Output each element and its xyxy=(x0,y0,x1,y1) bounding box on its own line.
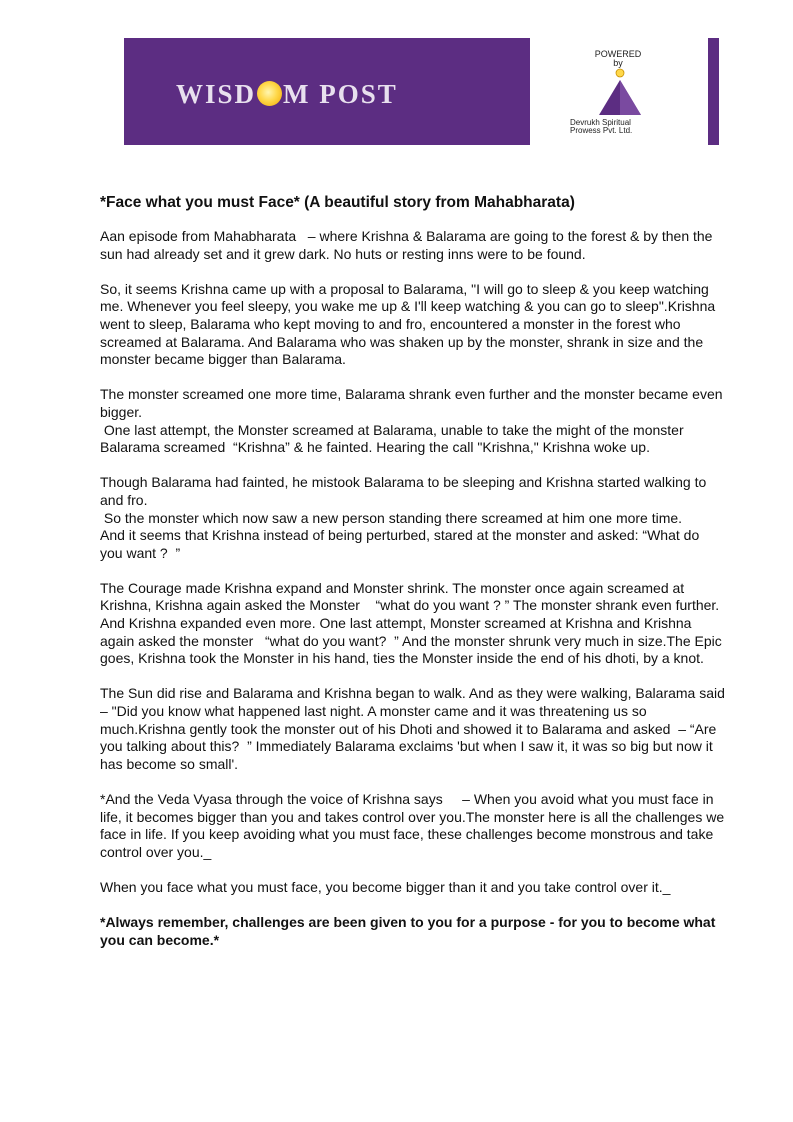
header-accent-bar xyxy=(708,38,719,145)
company-name xyxy=(570,119,670,135)
wisdom-post-logo xyxy=(176,74,398,114)
paragraph: Though Balarama had fainted, he mistook Balarama to be sleeping and Krishna started walking to and fro. So the monster which now saw a new person standing there screamed at him one more time. And it seems that Krishna instead of being perturbed, stared at the monster and asked: “What do you want ? ” xyxy=(100,474,707,561)
by-line: by xyxy=(613,58,623,68)
paragraph: When you face what you must face, you become bigger than it and you take control over it._ xyxy=(100,878,671,895)
powered-line: POWERED xyxy=(594,49,642,59)
pyramid-logo-icon xyxy=(595,68,645,118)
article-title: *Face what you must Face* (A beautiful story from Mahabharata) xyxy=(100,194,575,211)
paragraph: So, it seems Krishna came up with a proposal to Balarama, "I will go to sleep & you keep watching me. Whenever you feel sleepy, you wake me up & I'll keep watching & you can go to sleep".Krishna went to sleep, Balarama who kept moving to and fro, encountered a monster in the forest who screamed at Balarama. And Balarama who was shaken up by the monster, shrank in size and the monster became bigger than Balarama. xyxy=(100,280,720,368)
paragraph: The Sun did rise and Balarama and Krishna began to walk. And as they were walking, Balarama said – "Did you know what happened last night. A monster came and it was threatening us so much.Krishna gently took the monster out of his Dhoti and showed it to Balarama and asked – “Are you talking about this? ” Immediately Balarama exclaims 'but when I saw it, it was so big but now it has become so small'. xyxy=(100,685,733,772)
sun-icon xyxy=(257,81,282,106)
logo-text-left: WISD xyxy=(176,78,257,109)
logo-text-right: M POST xyxy=(283,78,398,109)
company-line: Devrukh Spiritual xyxy=(570,118,631,127)
paragraph: *And the Veda Vyasa through the voice of Krishna says – When you avoid what you must face in life, it becomes bigger than you and takes control over you.The monster here is all the challenges we face in life. If you keep avoiding what you must face, these challenges become monstrous and take control over you._ xyxy=(100,791,729,860)
company-line: Prowess Pvt. Ltd. xyxy=(570,126,633,135)
article-body xyxy=(100,228,733,967)
paragraph: The Courage made Krishna expand and Monster shrink. The monster once again screamed at Krishna, Krishna again asked the Monster “what do you want ? ” The monster shrank even further. And Krishna expanded even more. One last attempt, Monster screamed at Krishna and Krishna again asked the monster “what do you want? ” And the monster shrunk very much in size.The Epic goes, Krishna took the Monster in his hand, ties the Monster inside the end of his dhoti, by a knot. xyxy=(100,579,726,667)
paragraph: The monster screamed one more time, Balarama shrank even further and the monster became even bigger. One last attempt, the Monster screamed at Balarama, unable to take the might of the monster Balarama screamed “Krishna” & he fainted. Hearing the call "Krishna," Krishna woke up. xyxy=(100,386,723,456)
closing-quote: *Always remember, challenges are been given to you for a purpose - for you to become what you can become.* xyxy=(100,914,720,948)
paragraph: Aan episode from Mahabharata – where Krishna & Balarama are going to the forest & by then the sun had already set and it grew dark. No huts or resting inns were to be found. xyxy=(100,228,717,262)
powered-by-label xyxy=(583,50,653,68)
